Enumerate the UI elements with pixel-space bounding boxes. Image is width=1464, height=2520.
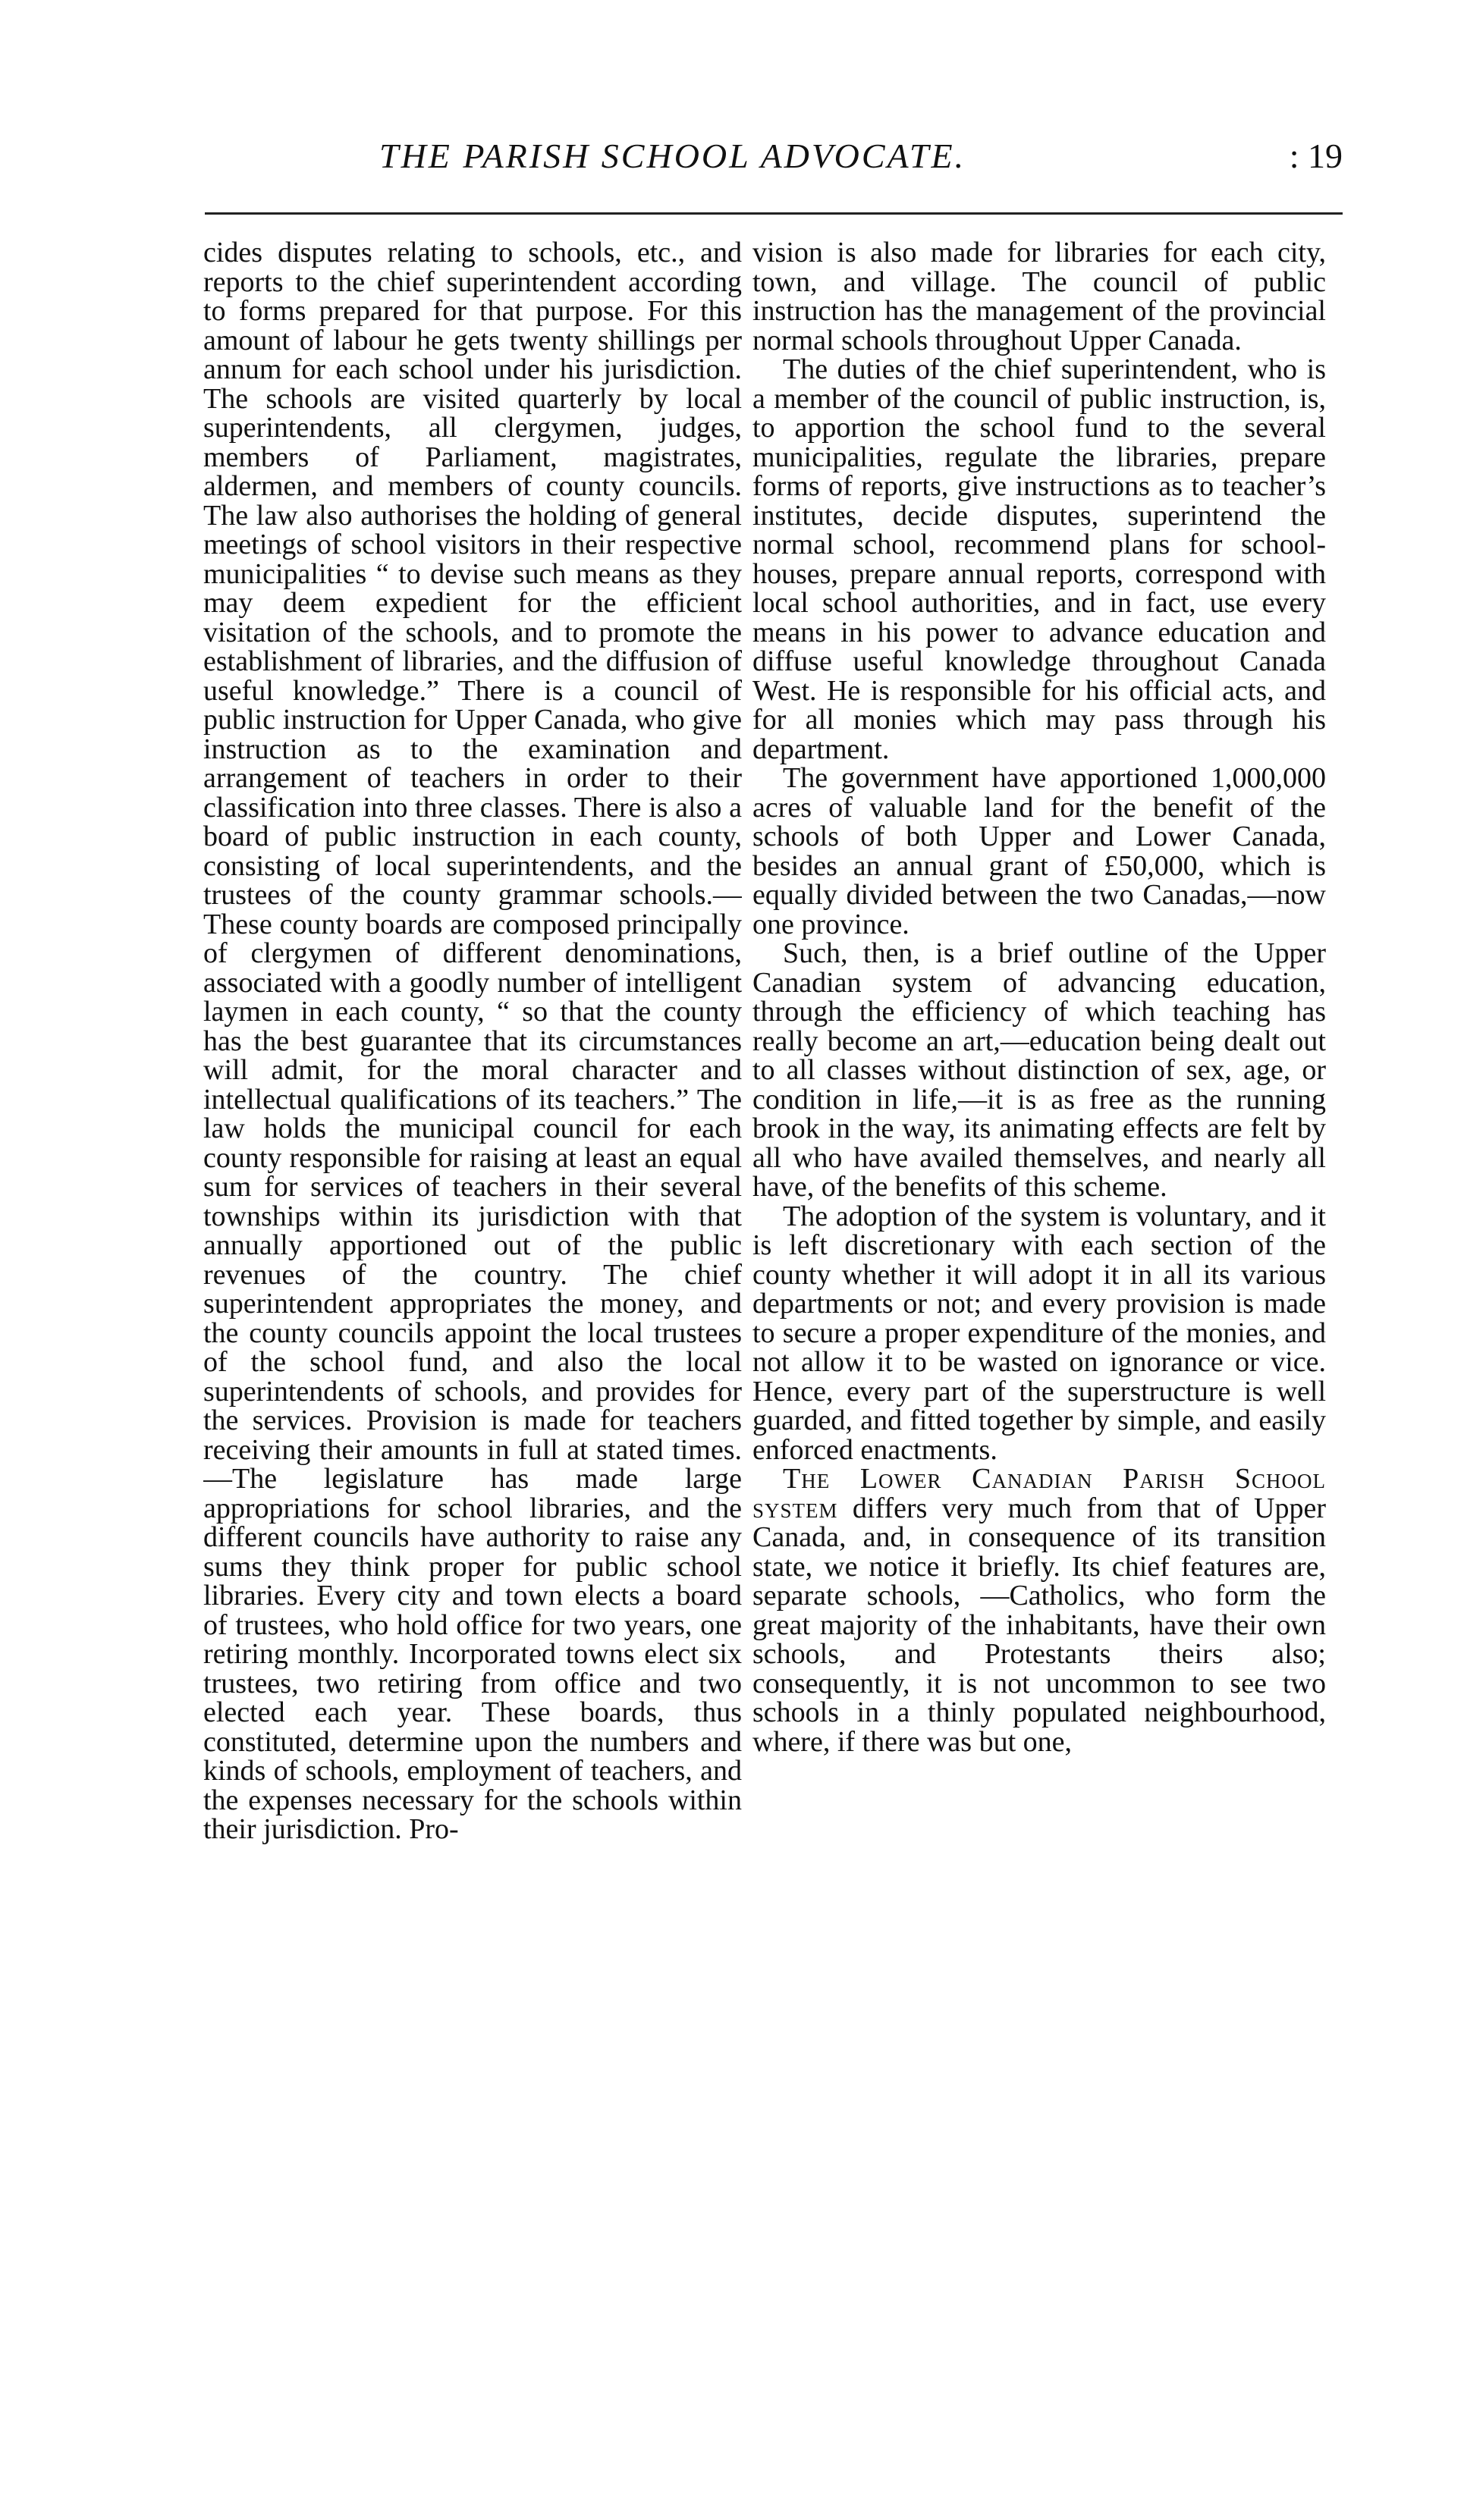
paragraph: Such, then, is a brief outline of the Upper Canadian system of advancing education, through the efficiency of which teaching has really become an art,—education being dealt out to all classes without distinction of sex, age, or condition in life,—it is as free as the running brook in the way, its animating effects are felt by all who have availed themselves, and nearly all have, of the benefits of this scheme. <box>752 937 1326 1203</box>
section-lead: The Lower Canadian Parish School system <box>752 1463 1326 1524</box>
paragraph: The adoption of the system is voluntary, and it is left discretionary with each section of the county whether it will adopt it in all its various departments or not; and every provision is made to secure a proper expenditure of the monies, and not allow it to be wasted on ignorance or vice. Hence, every part of the superstructure is well guarded, and fitted together by simple, and easily enforced enactments. <box>752 1200 1326 1466</box>
paragraph <box>752 1464 1326 1756</box>
paragraph: The duties of the chief superintendent, who is a member of the council of public instruction, is, to apportion the school fund to the several municipalities, regulate the libraries, prepare forms of reports, give instructions as to teacher’s institutes, decide disputes, superintend the normal school, recommend plans for school-houses, prepare annual reports, correspond with local school authorities, and in fact, use every means in his power to advance education and diffuse useful knowledge throughout Canada West. He is responsible for his official acts, and for all monies which may pass through his department. <box>752 353 1326 765</box>
left-column <box>203 238 742 2422</box>
right-column <box>752 238 1326 2422</box>
running-head <box>190 133 1343 187</box>
header-rule <box>205 212 1343 215</box>
paragraph: The government have apportioned 1,000,000 acres of valuable land for the benefit of the schools of both Upper and Lower Canada, besides an annual grant of £50,000, which is equally divided between the two Canadas,—now one province. <box>752 762 1326 940</box>
page-number: : 19 <box>1289 137 1343 175</box>
page-title: THE PARISH SCHOOL ADVOCATE. <box>379 137 966 175</box>
paragraph: cides disputes relating to schools, etc., and reports to the chief superintendent according to forms prepared for that purpose. For this amount of labour he gets twenty shillings per annum for each school under his jurisdiction. The schools are visited quarterly by local superintendents, all clergymen, judges, members of Parliament, magistrates, aldermen, and members of county councils. The law also authorises the holding of general meetings of school visitors in their respective municipalities “ to devise such means as they may deem expedient for the efficient visitation of the schools, and to promote the establishment of libraries, and the diffusion of useful knowledge.” There is a council of public instruction for Upper Canada, who give instruction as to the examination and arrangement of teachers in order to their classification into three classes. There is also a board of public instruction in each county, consisting of local superintendents, and the trustees of the county grammar schools.—These county boards are composed principally of clergymen of different denominations, associated with a goodly number of intelligent laymen in each county, “ so that the county has the best guarantee that its circumstances will admit, for the moral character and intellectual qualifications of its teachers.” The law holds the municipal council for each county responsible for raising at least an equal sum for services of teachers in their several townships within its jurisdiction with that annually apportioned out of the public revenues of the country. The chief superintendent appropriates the money, and the county councils appoint the local trustees of the school fund, and also the local superintendents of schools, and provides for the services. Provision is made for teachers receiving their amounts in full at stated times.—The legislature has made large appropriations for school libraries, and the different councils have authority to raise any sums they think proper for public school libraries. Every city and town elects a board of trustees, who hold office for two years, one retiring monthly. Incorporated towns elect six trustees, two retiring from office and two elected each year. These boards, thus constituted, determine upon the numbers and kinds of schools, employment of teachers, and the expenses necessary for the schools within their jurisdiction. Pro- <box>203 238 742 1845</box>
paragraph-text: differs very much from that of Upper Canada, and, in consequence of its transition state, we notice it briefly. Its chief features are, separate schools, —Catholics, who form the great majority of the inhabitants, have their own schools, and Protestants theirs also; consequently, it is not uncommon to see two schools in a thinly populated neighbourhood, where, if there was but one, <box>752 1492 1326 1758</box>
paragraph: vision is also made for libraries for each city, town, and village. The council of public instruction has the management of the provincial normal schools throughout Upper Canada. <box>752 238 1326 356</box>
